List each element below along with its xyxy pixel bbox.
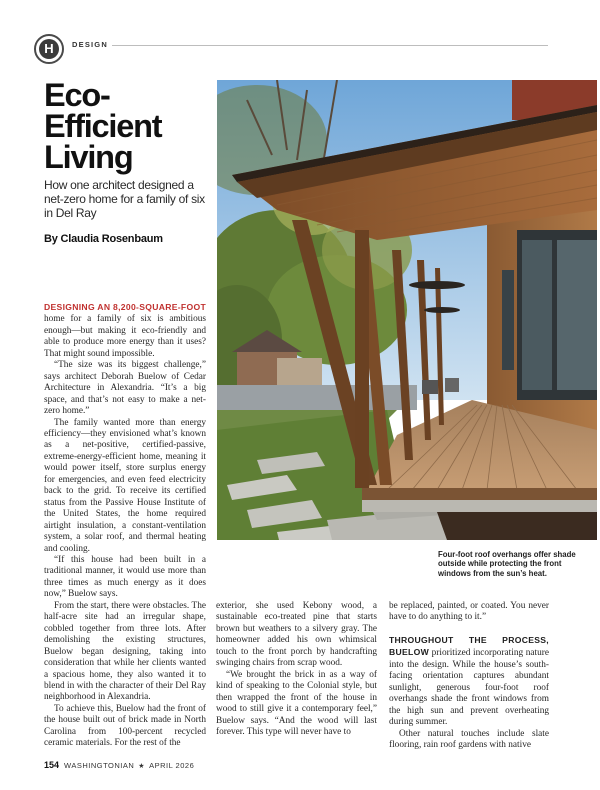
- body-paragraph: “If this house had been built in a traditional manner, it would use more than three times as much energy as it does now,” Buelow says.: [44, 554, 206, 600]
- body-column-2: [216, 601, 377, 738]
- body-paragraph: The family wanted more than energy efficiency—they envisioned what’s known as a net-positive, certified-passive, extreme-energy-efficient home, meaning it would power itself, store surplus energy for emergencies, and even feed electricity back to the grid. To receive its certified status from the Passive House Institute of the United States, the home required airtight insulation, a constant-ventilation system, a solar roof, and thermal heating and cooling.: [44, 417, 206, 554]
- page-footer: [44, 760, 194, 770]
- body-column-1: [44, 302, 206, 750]
- header-divider: [112, 45, 548, 46]
- dek: How one architect designed a net-zero home for a family of six in Del Ray: [44, 178, 205, 220]
- section-logo: [34, 34, 64, 64]
- headline: [44, 77, 214, 175]
- photo-caption: Four-foot roof overhangs offer shade outside while protecting the front windows from the sun’s heat.: [438, 550, 576, 578]
- headline-line: Eco-: [44, 77, 110, 113]
- body-paragraph: “The size was its biggest challenge,” says architect Deborah Buelow of Cedar Architecture in Alexandria. “It’s a big space, and that’s not easy to make a net-zero home.”: [44, 360, 206, 417]
- section-label: DESIGN: [72, 40, 108, 49]
- body-paragraph: “We brought the brick in as a way of kind of speaking to the Colonial style, but then wrapped the front of the house in wood to still give it a contemporary feel,” Buelow says. “And the wood will last forever. This type will never have to: [216, 669, 377, 737]
- house-porch-photo: [217, 80, 597, 540]
- body-paragraph: exterior, she used Kebony wood, a sustainable eco-treated pine that starts brown but weathers to a silvery gray. The homeowner added his own whimsical touch to the front porch by handcrafting swinging chairs from scrap wood.: [216, 601, 377, 669]
- headline-line: Efficient: [44, 108, 162, 144]
- lead-in: DESIGNING AN 8,200-SQUARE-FOOT: [44, 302, 206, 312]
- body-column-3: [389, 601, 549, 751]
- headline-line: Living: [44, 139, 133, 175]
- star-icon: ★: [138, 763, 146, 770]
- body-paragraph: [389, 635, 549, 729]
- section-logo-letter: H: [39, 39, 59, 59]
- page-number: 154: [44, 760, 60, 770]
- byline: By Claudia Rosenbaum: [44, 233, 163, 245]
- body-paragraph: To achieve this, Buelow had the front of the house built out of brick made in North Carolina from 100-percent recycled ceramic materials. For the rest of the: [44, 703, 206, 749]
- body-paragraph: [44, 302, 206, 360]
- publication-name: WASHINGTONIAN: [64, 761, 135, 770]
- issue-date: APRIL 2026: [149, 761, 195, 770]
- lead-in: THROUGHOUT THE PROCESS, BUELOW: [389, 634, 549, 658]
- body-paragraph: be replaced, painted, or coated. You never have to do anything to it.”: [389, 601, 549, 623]
- paragraph-text: home for a family of six is ambitious enough—but making it eco-friendly and able to produce more energy than it uses? That might sound impossible.: [44, 314, 206, 359]
- paragraph-text: prioritized incorporating nature into the design. While the house’s south-facing orientation captures abundant sunlight, generous four-foot roof overhangs shade the front windows from the high sun and prevent overheating during summer.: [389, 648, 549, 728]
- body-paragraph: From the start, there were obstacles. The half-acre site had an irregular shape, cobbled together from three lots. After demolishing the existing structures, Buelow began designing, taking into consideration that while her clients wanted a spacious home, they also wanted it to blend in with the character of their Del Ray neighborhood in Alexandria.: [44, 600, 206, 703]
- body-paragraph: Other natural touches include slate flooring, rain roof gardens with native: [389, 728, 549, 750]
